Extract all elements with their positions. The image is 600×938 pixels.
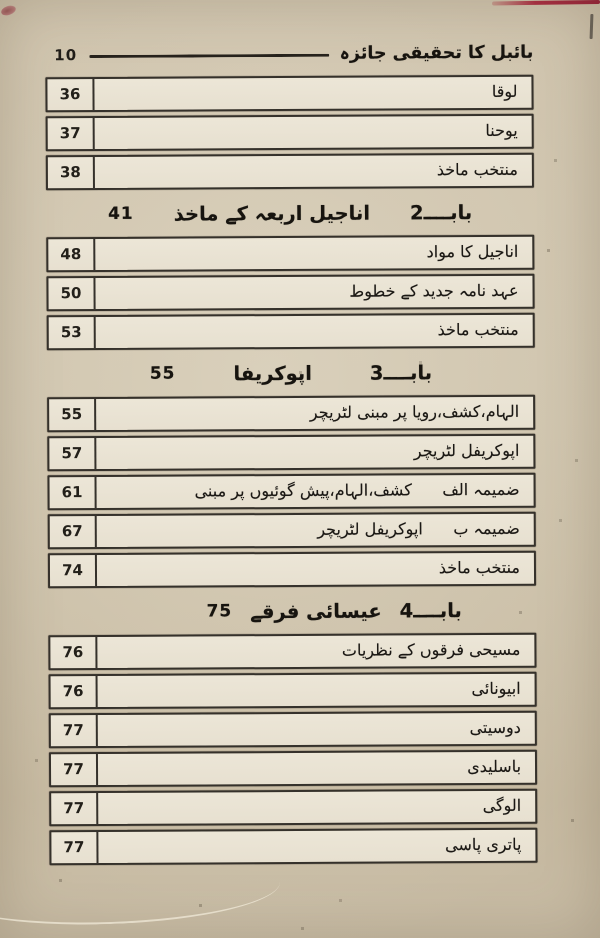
chapter-label: بابــــ3 (369, 360, 433, 385)
table-row (48, 633, 536, 671)
row-page-number: 48 (48, 239, 95, 270)
chapter-title: عیسائی فرقے (250, 599, 382, 623)
toc-rows (46, 235, 535, 351)
row-page-number: 36 (47, 79, 94, 110)
row-title: پاتری پاسی (445, 834, 522, 855)
row-page-number: 57 (49, 438, 96, 469)
row-page-number: 76 (51, 676, 98, 707)
toc-rows (47, 395, 536, 589)
row-title: اپوکریفل لٹریچر (413, 440, 520, 461)
table-row (49, 828, 537, 866)
row-page-number: 77 (51, 832, 98, 863)
row-title: اناجیل کا مواد (426, 241, 519, 262)
row-page-number: 50 (48, 278, 95, 309)
chapter-label: بابــــ4 (399, 598, 462, 622)
chapter-heading (47, 356, 535, 391)
page-number: 10 (54, 46, 78, 65)
chapter-page-number: 55 (149, 363, 176, 384)
row-page-number: 55 (49, 399, 96, 430)
table-row (46, 274, 534, 312)
chapter-label: بابــــ2 (409, 200, 473, 224)
table-row (47, 395, 535, 433)
row-page-number: 77 (51, 715, 98, 746)
toc-section (47, 356, 536, 589)
table-row (47, 313, 535, 351)
row-title: منتخب ماخذ (438, 557, 521, 578)
table-row (47, 434, 535, 472)
table-row (48, 512, 536, 550)
row-title: عہد نامہ جدید کے خطوط (349, 280, 519, 301)
row-title: ضمیمہ ب اپوکریفل لٹریچر (317, 518, 520, 539)
row-title: منتخب ماخذ (436, 159, 518, 180)
chapter-title: اناجیل اربعہ کے ماخذ (173, 201, 371, 226)
scan-artifact-corner-mark (590, 14, 594, 39)
row-page-number: 77 (51, 793, 98, 824)
table-row (46, 235, 534, 273)
row-title: باسلیدی (467, 756, 522, 777)
table-row (48, 551, 536, 589)
row-page-number: 77 (51, 754, 98, 785)
row-title: ابیونائی (471, 678, 521, 699)
row-page-number: 37 (48, 118, 95, 149)
row-page-number: 38 (48, 157, 95, 188)
chapter-title: اپوکریفا (233, 361, 312, 385)
toc-rows (48, 633, 537, 866)
table-of-contents (45, 75, 537, 866)
row-title: الوگی (482, 795, 522, 815)
row-title: لوقا (491, 81, 518, 101)
toc-section (45, 75, 534, 191)
header-rule-line (89, 53, 330, 57)
chapter-heading (46, 196, 534, 231)
row-page-number: 67 (50, 516, 97, 547)
table-row (45, 75, 533, 113)
table-row (46, 153, 534, 191)
toc-rows (45, 75, 534, 191)
table-row (47, 473, 535, 511)
chapter-page-number: 41 (107, 203, 134, 224)
scan-artifact-smudge (0, 4, 17, 17)
toc-section (48, 594, 537, 866)
toc-section (46, 196, 535, 351)
row-title: مسیحی فرقوں کے نظریات (341, 639, 521, 660)
book-title: بائبل کا تحقیقی جائزہ (339, 42, 534, 64)
row-title: منتخب ماخذ (437, 319, 519, 340)
row-title: دوسیتی (469, 717, 521, 738)
table-row (49, 789, 537, 827)
table-row (49, 711, 537, 749)
row-page-number: 76 (50, 637, 97, 668)
page-content (45, 0, 538, 869)
row-page-number: 53 (49, 317, 96, 348)
page-header (45, 41, 533, 68)
row-page-number: 61 (49, 477, 96, 508)
table-row (49, 672, 537, 710)
table-row (46, 114, 534, 152)
row-title: ضمیمہ الف کشف،الہام،پیش گوئیوں پر مبنی (194, 479, 520, 501)
row-title: یوحنا (485, 120, 518, 140)
scan-noise-speckles (0, 0, 1, 1)
row-title: الہام،کشف،رویا پر مبنی لٹریچر (309, 401, 520, 422)
chapter-page-number: 75 (206, 601, 233, 622)
table-row (49, 750, 537, 788)
row-page-number: 74 (50, 555, 97, 586)
chapter-heading (90, 593, 578, 628)
